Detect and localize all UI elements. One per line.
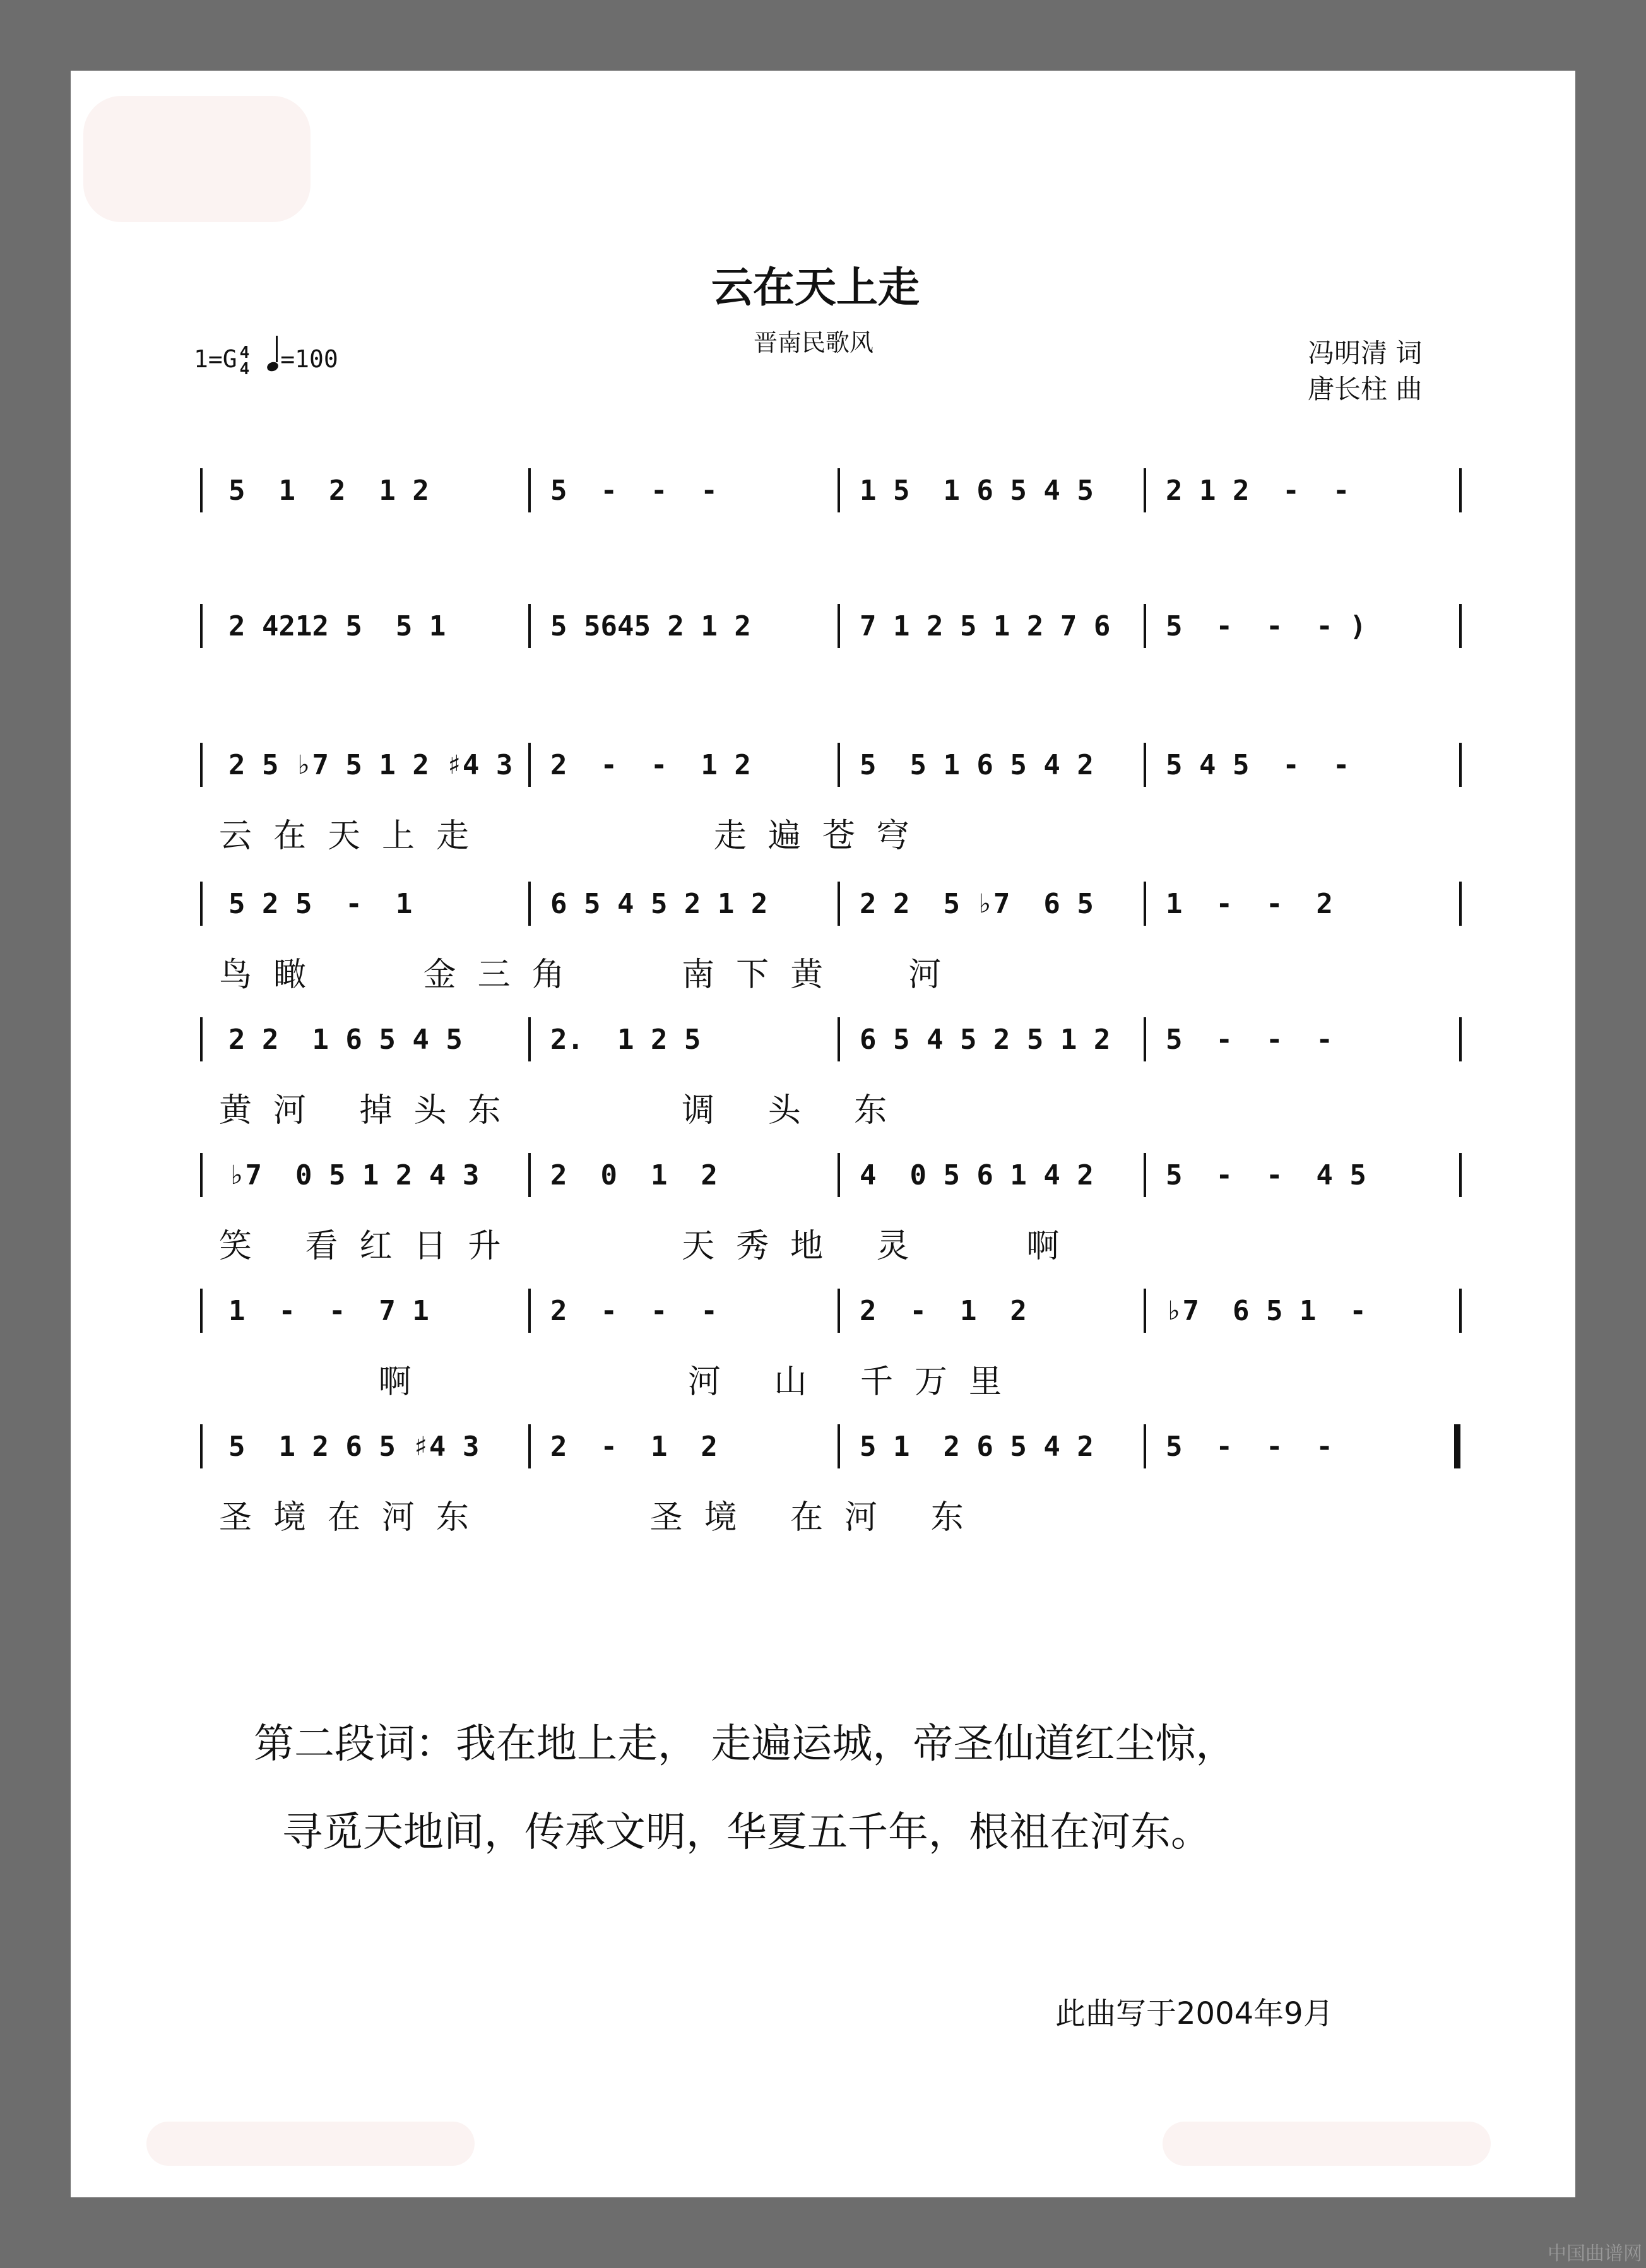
bar-line [1459, 1153, 1462, 1197]
bar-line [528, 1424, 531, 1468]
measure-notes: ♭7 6 5 1 - [1166, 1295, 1366, 1327]
song-title: 云在天上走 [711, 263, 920, 312]
verse-two-line-1: 第二段词：我在地上走， 走遍运城，帝圣仙道红尘惊， [254, 1721, 1236, 1768]
bar-line [200, 468, 203, 512]
measure-notes: 5 1 2 6 5 ♯4 3 [228, 1431, 480, 1463]
lyric-line: 鸟瞰 金三角 南下黄 河 [219, 956, 963, 994]
measure-notes: 5 - - - [1166, 1024, 1333, 1056]
bar-line [200, 604, 203, 648]
measure-notes: 2 5 ♭7 5 1 2 ♯4 3 [228, 749, 513, 781]
bar-line [528, 1153, 531, 1197]
measure-notes: 2 - 1 2 [860, 1295, 1027, 1327]
measure-notes: 2 2 5 ♭7 6 5 [860, 888, 1094, 920]
paper-smudge [1163, 2122, 1491, 2166]
bar-line [1459, 1289, 1462, 1333]
lyric-line: 笑 看红日升 天秀地 灵 啊 [219, 1227, 1081, 1265]
measure-notes: ♭7 0 5 1 2 4 3 [228, 1159, 480, 1191]
time-signature [240, 345, 250, 377]
site-watermark: 中国曲谱网 [1548, 2243, 1642, 2265]
bar-line [1144, 468, 1146, 512]
bar-line [528, 604, 531, 648]
measure-notes: 2 - 1 2 [550, 1431, 718, 1463]
measure-notes: 2 1 2 - - [1166, 475, 1350, 507]
bar-line [1459, 1017, 1462, 1061]
bar-line [528, 1289, 531, 1333]
measure-notes: 5 1 2 1 2 [228, 475, 429, 507]
bar-line [200, 1153, 203, 1197]
measure-notes: 6 5 4 5 2 5 1 2 [860, 1024, 1111, 1056]
measure-notes: 4 0 5 6 1 4 2 [860, 1159, 1094, 1191]
measure-notes: 5 1 2 6 5 4 2 [860, 1431, 1094, 1463]
bar-line [1459, 743, 1462, 787]
verse-two-line-2: 寻觅天地间，传承文明，华夏五千年，根祖在河东。 [282, 1809, 1211, 1856]
key-signature: 1=G [194, 345, 237, 373]
bar-line [1144, 1289, 1146, 1333]
score-sheet [71, 71, 1575, 2197]
tempo-marking: =100 [280, 345, 338, 373]
bar-line [1459, 468, 1462, 512]
bar-line [1144, 1424, 1146, 1468]
quarter-note-icon [266, 360, 280, 372]
measure-notes: 6 5 4 5 2 1 2 [550, 888, 768, 920]
key-tempo-marking [194, 341, 338, 377]
lyric-line: 云在天上走 走遍苍穹 [219, 817, 931, 855]
bar-line [528, 1017, 531, 1061]
measure-notes: 5 - - - [550, 475, 718, 507]
measure-notes: 5 5645 2 1 2 [550, 610, 751, 642]
bar-line [200, 743, 203, 787]
composer-credit: 唐长柱 曲 [1308, 374, 1423, 405]
lyric-line: 圣境在河东 圣境 在河 东 [219, 1499, 985, 1537]
bar-line [838, 1424, 840, 1468]
composition-date: 此曲写于2004年9月 [1055, 1996, 1334, 2031]
paper-smudge [83, 96, 311, 222]
lyricist-credit: 冯明清 词 [1308, 338, 1423, 369]
quarter-note-stem [276, 336, 278, 362]
paper-smudge [146, 2122, 475, 2166]
measure-notes: 2. 1 2 5 [550, 1024, 701, 1056]
bar-line [838, 468, 840, 512]
bar-line [1144, 1153, 1146, 1197]
bar-line [200, 1424, 203, 1468]
measure-notes: 2 2 1 6 5 4 5 [228, 1024, 463, 1056]
measure-notes: 5 2 5 - 1 [228, 888, 413, 920]
bar-line [1144, 743, 1146, 787]
bar-line [838, 1289, 840, 1333]
measure-notes: 5 - - - ) [1166, 610, 1366, 642]
lyric-line: 黄河 掉头东 调 头 东 [219, 1092, 909, 1130]
measure-notes: 2 - - - [550, 1295, 718, 1327]
measure-notes: 2 4212 5 5 1 [228, 610, 446, 642]
measure-notes: 5 5 1 6 5 4 2 [860, 749, 1094, 781]
bar-line [1459, 604, 1462, 648]
bar-line [838, 882, 840, 926]
bar-line [1459, 882, 1462, 926]
bar-line [838, 604, 840, 648]
measure-notes: 2 0 1 2 [550, 1159, 718, 1191]
measure-notes: 2 - - 1 2 [550, 749, 751, 781]
bar-line [528, 743, 531, 787]
time-signature-top: 4 [239, 343, 250, 362]
measure-notes: 1 - - 7 1 [228, 1295, 429, 1327]
bar-line [1144, 604, 1146, 648]
bar-line [528, 468, 531, 512]
measure-notes: 7 1 2 5 1 2 7 6 [860, 610, 1111, 642]
bar-line [838, 1017, 840, 1061]
lyric-line: 啊 河 山 千万里 [219, 1363, 1023, 1401]
measure-notes: 5 - - - [1166, 1431, 1333, 1463]
measure-notes: 1 - - 2 [1166, 888, 1333, 920]
bar-line [528, 882, 531, 926]
measure-notes: 5 - - 4 5 [1166, 1159, 1366, 1191]
bar-line [1454, 1424, 1460, 1468]
measure-notes: 5 4 5 - - [1166, 749, 1350, 781]
bar-line [838, 743, 840, 787]
bar-line [1144, 1017, 1146, 1061]
bar-line [838, 1153, 840, 1197]
bar-line [200, 1017, 203, 1061]
bar-line [200, 1289, 203, 1333]
measure-notes: 1 5 1 6 5 4 5 [860, 475, 1094, 507]
time-signature-bottom: 4 [239, 359, 250, 379]
bar-line [200, 882, 203, 926]
bar-line [1144, 882, 1146, 926]
style-subtitle: 晋南民歌风 [754, 329, 874, 357]
